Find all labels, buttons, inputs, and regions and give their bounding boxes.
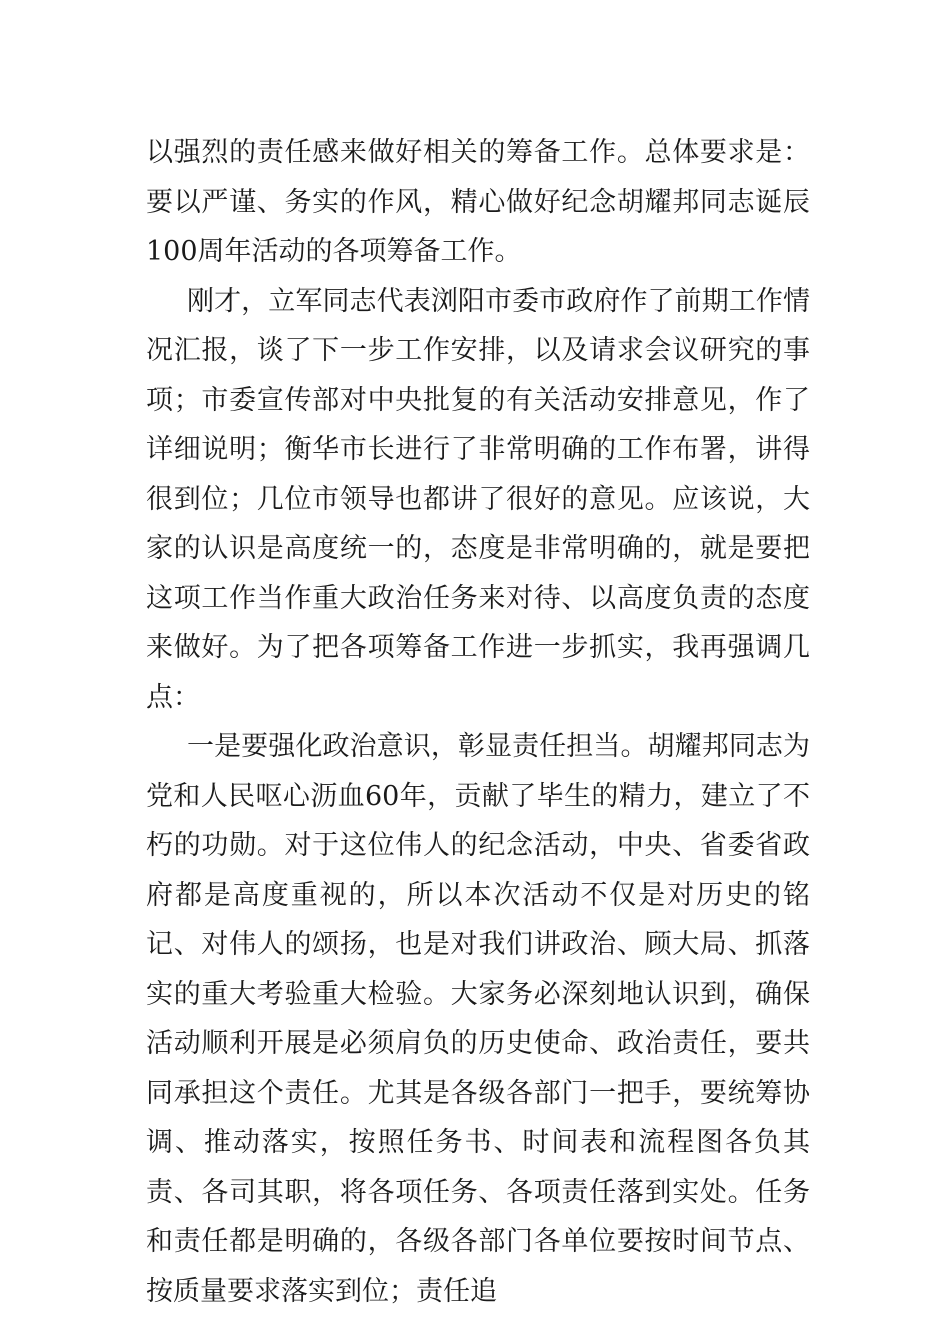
document-body (146, 128, 810, 1316)
paragraph-1: 以强烈的责任感来做好相关的筹备工作。总体要求是：要以严谨、务实的作风，精心做好纪念胡耀邦同志诞辰100周年活动的各项筹备工作。 (146, 137, 810, 267)
paragraph-3: 一是要强化政治意识，彰显责任担当。胡耀邦同志为党和人民呕心沥血60年，贡献了毕生的精力，建立了不朽的功勋。对于这位伟人的纪念活动，中央、省委省政府都是高度重视的，所以本次活动不仅是对历史的铭记、对伟人的颂扬，也是对我们讲政治、顾大局、抓落实的重大考验重大检验。大家务必深刻地认识到，确保活动顺利开展是必须肩负的历史使命、政治责任，要共同承担这个责任。尤其是各级各部门一把手，要统筹协调、推动落实，按照任务书、时间表和流程图各负其责、各司其职，将各项任务、各项责任落到实处。任务和责任都是明确的，各级各部门各单位要按时间节点、按质量要求落实到位；责任追 (146, 731, 810, 1307)
paragraph-2: 刚才，立军同志代表浏阳市委市政府作了前期工作情况汇报，谈了下一步工作安排，以及请求会议研究的事项；市委宣传部对中央批复的有关活动安排意见，作了详细说明；衡华市长进行了非常明确的工作布署，讲得很到位；几位市领导也都讲了很好的意见。应该说，大家的认识是高度统一的，态度是非常明确的，就是要把这项工作当作重大政治任务来对待、以高度负责的态度来做好。为了把各项筹备工作进一步抓实，我再强调几点： (146, 285, 810, 713)
